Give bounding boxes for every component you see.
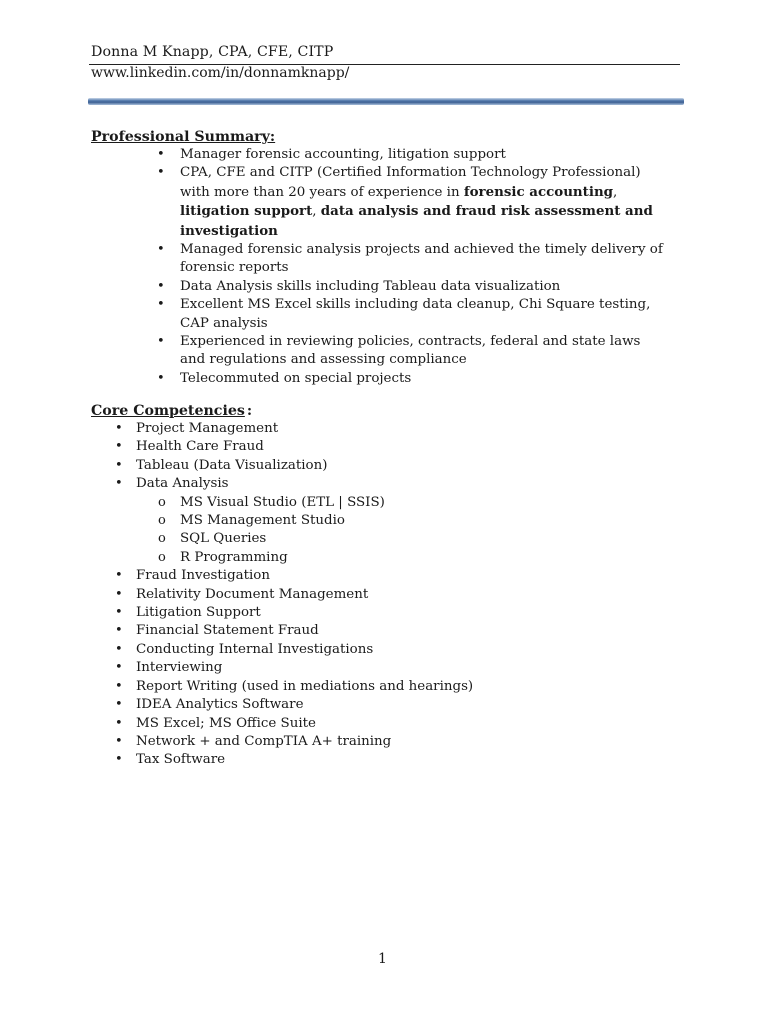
summary-item-text: [180, 164, 664, 241]
list-item: [91, 475, 473, 567]
list-item: [91, 751, 473, 769]
core-competencies-heading-text: Core Competencies: [91, 403, 245, 419]
bullet-icon: •: [115, 568, 123, 584]
bullet-icon: •: [115, 752, 123, 768]
list-item: [91, 241, 664, 278]
sub-bullet-icon: o: [158, 513, 166, 529]
competency-text: Report Writing (used in mediations and hearings): [136, 678, 474, 694]
sub-competency-text: MS Management Studio: [180, 513, 345, 529]
competency-text: MS Excel; MS Office Suite: [136, 715, 316, 731]
bullet-icon: •: [157, 165, 165, 181]
summary-item-bold-part: litigation support: [180, 203, 313, 220]
linkedin-url: www.linkedin.com/in/donnamknapp/: [91, 65, 350, 81]
bullet-icon: •: [115, 439, 123, 455]
competency-text: Network + and CompTIA A+ training: [136, 733, 392, 749]
list-item: [91, 678, 473, 696]
list-item: [91, 530, 473, 548]
professional-summary-section: [91, 128, 664, 388]
bullet-icon: •: [157, 242, 165, 258]
bullet-icon: •: [115, 678, 123, 694]
summary-item-text: Telecommuted on special projects: [180, 370, 412, 386]
list-item: [91, 512, 473, 530]
list-item: [91, 164, 664, 241]
decorative-blue-rule: [88, 98, 684, 105]
bullet-icon: •: [115, 697, 123, 713]
competency-text: Relativity Document Management: [136, 586, 369, 602]
list-item: [91, 494, 473, 512]
summary-item-text-part: ,: [613, 184, 618, 200]
sub-bullet-icon: o: [158, 531, 166, 547]
core-competencies-heading: [91, 402, 473, 420]
sub-competency-text: MS Visual Studio (ETL | SSIS): [180, 494, 385, 510]
bullet-icon: •: [157, 370, 165, 386]
list-item: [91, 715, 473, 733]
competency-text: Tax Software: [136, 752, 226, 768]
list-item: [91, 549, 473, 567]
list-item: [91, 641, 473, 659]
sub-competency-text: R Programming: [180, 549, 288, 565]
competency-text: Financial Statement Fraud: [136, 623, 319, 639]
summary-list: [91, 146, 664, 388]
sub-bullet-icon: o: [158, 494, 166, 510]
summary-item-text: Excellent MS Excel skills including data cleanup, Chi Square testing, CAP analysis: [180, 297, 651, 331]
sub-competency-text: SQL Queries: [180, 531, 267, 547]
bullet-icon: •: [157, 147, 165, 162]
bullet-icon: •: [115, 421, 123, 436]
page-number: 1: [378, 951, 387, 967]
list-item: [91, 278, 664, 296]
summary-item-text: Manager forensic accounting, litigation support: [180, 147, 506, 162]
summary-item-text-part: ,: [312, 204, 321, 220]
core-competencies-section: [91, 402, 473, 770]
list-item: [91, 146, 664, 164]
summary-item-text: Experienced in reviewing policies, contracts, federal and state laws and regulations and assessing compliance: [180, 334, 641, 368]
list-item: [91, 696, 473, 714]
bullet-icon: •: [115, 623, 123, 639]
list-item: [91, 457, 473, 475]
list-item: [91, 659, 473, 677]
bullet-icon: •: [115, 586, 123, 602]
competency-text: Health Care Fraud: [136, 439, 264, 455]
bullet-icon: •: [115, 457, 123, 473]
list-item: [91, 370, 664, 388]
bullet-icon: •: [157, 334, 165, 350]
list-item: [91, 733, 473, 751]
sub-bullet-icon: o: [158, 549, 166, 565]
summary-item-bold-part: data analysis and fraud risk assessment and investigation: [180, 203, 653, 239]
summary-item-text-part: CPA, CFE and CITP (Certified Information Technology Professional) with more than 20 years of experience in: [180, 165, 641, 200]
competency-text: Litigation Support: [136, 605, 261, 621]
core-competencies-list: [91, 420, 473, 770]
professional-summary-heading: Professional Summary:: [91, 129, 276, 145]
header-name: Donna M Knapp, CPA, CFE, CITP: [91, 44, 334, 60]
competency-text: Data Analysis: [136, 476, 229, 492]
list-item: [91, 333, 664, 370]
list-item: [91, 296, 664, 333]
competency-text: Project Management: [136, 421, 279, 436]
summary-item-text: Managed forensic analysis projects and achieved the timely delivery of forensic reports: [180, 242, 663, 276]
competency-text: Conducting Internal Investigations: [136, 641, 374, 657]
list-item: [91, 604, 473, 622]
bullet-icon: •: [115, 641, 123, 657]
bullet-icon: •: [157, 278, 165, 294]
core-competencies-heading-colon: :: [246, 403, 253, 419]
bullet-icon: •: [115, 605, 123, 621]
list-item: [91, 622, 473, 640]
bullet-icon: •: [115, 476, 123, 492]
competency-text: Interviewing: [136, 660, 223, 676]
data-analysis-sublist: [91, 494, 473, 568]
summary-item-text: Data Analysis skills including Tableau data visualization: [180, 278, 561, 294]
summary-item-bold-part: forensic accounting: [463, 183, 614, 200]
competency-text: IDEA Analytics Software: [136, 697, 304, 713]
list-item: [91, 438, 473, 456]
bullet-icon: •: [115, 715, 123, 731]
bullet-icon: •: [157, 297, 165, 313]
list-item: [91, 567, 473, 585]
competency-text: Fraud Investigation: [136, 568, 270, 584]
bullet-icon: •: [115, 660, 123, 676]
bullet-icon: •: [115, 733, 123, 749]
competency-text: Tableau (Data Visualization): [136, 457, 328, 473]
list-item: [91, 420, 473, 438]
list-item: [91, 586, 473, 604]
